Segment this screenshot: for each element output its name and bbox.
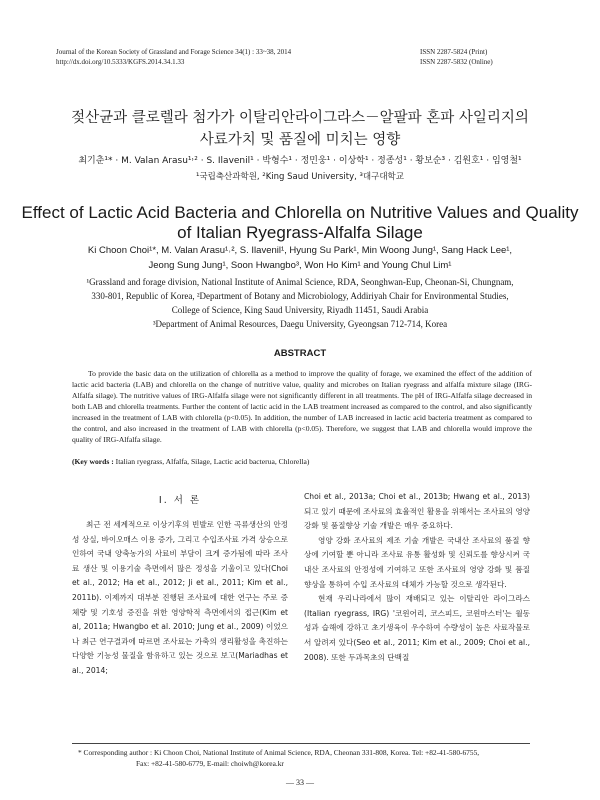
- english-authors-line2: Jeong Sung Jung¹, Soon Hwangbo³, Won Ho Kim¹ and Young Chul Lim¹: [148, 260, 452, 271]
- english-title-line1: Effect of Lactic Acid Bacteria and Chlorella on Nutritive Values and Quality: [21, 203, 579, 222]
- page-number: ― 33 ―: [286, 778, 314, 787]
- korean-affiliations: ¹국립축산과학원, ²King Saud University, ³대구대학교: [196, 172, 404, 182]
- right-column: [304, 490, 530, 665]
- english-affiliation-line4: ³Department of Animal Resources, Daegu University, Gyeongsan 712-714, Korea: [152, 319, 448, 329]
- korean-authors: 최기춘¹* · M. Valan Arasu¹˒² · S. Ilavenil¹ · 박형수¹ · 정민웅¹ · 이상학¹ · 정종성¹ · 황보순³ · 김원호¹ · 임영철¹: [78, 156, 522, 166]
- section-title: Ⅰ. 서 론: [158, 495, 202, 506]
- intro-paragraph-3: 현재 우리나라에서 많이 재배되고 있는 이탈리안 라이그라스(Italian ryegrass, IRG) '코윈어리, 코스피드, 코윈마스터'는 월동성과 습해에 강하고 초기생육이 우수하여 수량성이 높은 사료작물로서 알려져 있다(Seo et al., 2011; Kim et al., 2009; Choi et al., 2008). 또한 두과목초의 단백질: [304, 594, 530, 662]
- issn-online: ISSN 2287-5832 (Online): [420, 58, 493, 66]
- footnote-divider: [72, 743, 530, 744]
- doi-link[interactable]: http://dx.doi.org/10.5333/KGFS.2014.34.1.33: [56, 58, 185, 66]
- intro-paragraph-1: 최근 전 세계적으로 이상기후의 빈발로 인한 곡류생산의 안정성 상실, 바이오매스 이용 증가, 그리고 수입조사료 가격 상승으로 인하여 국내 양축농가의 사료비 부담이 크게 증가됨에 따라 조사료 생산 및 이용기술 측면에서 많은 정성을 기울이고 있다(Choi et al., 2012; Ha et al., 2012; Ji et al., 2011; Kim et al., 2011b). 이제까지 대부분 진행된 조사료에 대한 연구는 주로 증체량 및 기호성 증진을 위한 영양학적 측면에서의 접근(Kim et al, 2011a; Hwangbo et al. 2010; Jung et al., 2009) 이었으나 최근 연구결과에 따르면 조사료는 가축의 생리활성을 촉진하는 다양한 기능성 물질을 함유하고 있는 것으로 보고(Mariadhas et al., 2014;: [72, 520, 288, 675]
- english-affiliation-line1: ¹Grassland and forage division, National Institute of Animal Science, RDA, Seonghwan-Eup, Cheonan-Si, Chungnam,: [86, 277, 514, 287]
- journal-citation: Journal of the Korean Society of Grassland and Forage Science 34(1) : 33~38, 2014: [56, 48, 292, 56]
- abstract-heading: ABSTRACT: [273, 348, 327, 359]
- korean-title-line1: 젖산균과 클로렐라 첨가가 이탈리안라이그라스－알팔파 혼파 사일리지의: [71, 110, 529, 126]
- english-authors-line1: Ki Choon Choi¹*, M. Valan Arasu¹˒², S. Ilavenil¹, Hyung Su Park¹, Min Woong Jung¹, Sang Hack Lee¹,: [87, 245, 513, 256]
- abstract-text: To provide the basic data on the utilization of chlorella as a method to improve the quality of forage, we examined the effect of the addition of lactic acid bacteria (LAB) and chlorella on the change of nutritive value, quality and microbes on Italian ryegrass and alfalfa mixture silage (IRG-Alfalfa silage). The nutritive values of IRG-Alfalfa silage were not significantly different in all treatments. The pH of IRG-Alfalfa silage decreased in both LAB and chlorella treatments. Further the content of lactic acid in the LAB treatment increased as compared to the control, and also significantly increased in the treatment of LAB with chlorella (p<0.05). In addition, the number of LAB increased in lactic acid bacteria treatment as compared to the control, and also increased in the treatment of LAB with chlorella (p<0.05). Therefore, we suggest that LAB and chlorella would improve the quality of IRG-Alfalfa silage.: [72, 369, 532, 444]
- english-affiliation-line3: College of Science, King Saud University, Riyadh 11451, Saudi Arabia: [171, 305, 429, 315]
- keywords: [72, 456, 532, 467]
- intro-paragraph-2: 영양 강화 조사료의 제조 기술 개발은 국내산 조사료의 품질 향상에 기여할 뿐 아니라 조사료 유통 활성화 및 신뢰도를 향상시켜 국내산 조사료의 안정성에 기여하고 또한 조사료의 영양 강화 및 품질향상을 통하여 수입 조사료의 대체가 가능할 것으로 생각된다.: [304, 535, 530, 589]
- keywords-list: Italian ryegrass, Alfalfa, Silage, Lactic acid bacterua, Chlorella): [113, 457, 310, 466]
- footnote-line2: Fax: +82-41-580-6779, E-mail: choiwh@korea.kr: [136, 759, 284, 768]
- korean-title-line2: 사료가치 및 품질에 미치는 영향: [199, 132, 401, 148]
- intro-paragraph-1-continued: Choi et al., 2013a; Choi et al., 2013b; Hwang et al., 2013) 되고 있기 때문에 조사료의 효율적인 활용을 위해서는 조사료의 영양강화 및 품질향상 기술 개발은 매우 중요하다.: [304, 492, 530, 531]
- issn-print: ISSN 2287-5824 (Print): [420, 48, 488, 56]
- footnote-line1: * Corresponding author : Ki Choon Choi, National Institute of Animal Science, RDA, Cheonan 331-808, Korea. Tel: +82-41-580-6755,: [78, 748, 480, 757]
- english-affiliation-line2: 330-801, Republic of Korea, ²Department of Botany and Microbiology, Addiriyah Chair for Environmental Studies,: [91, 291, 509, 301]
- left-column: [72, 518, 288, 679]
- keywords-label: (Key words :: [72, 457, 114, 466]
- english-title-line2: of Italian Ryegrass-Alfalfa Silage: [177, 223, 423, 242]
